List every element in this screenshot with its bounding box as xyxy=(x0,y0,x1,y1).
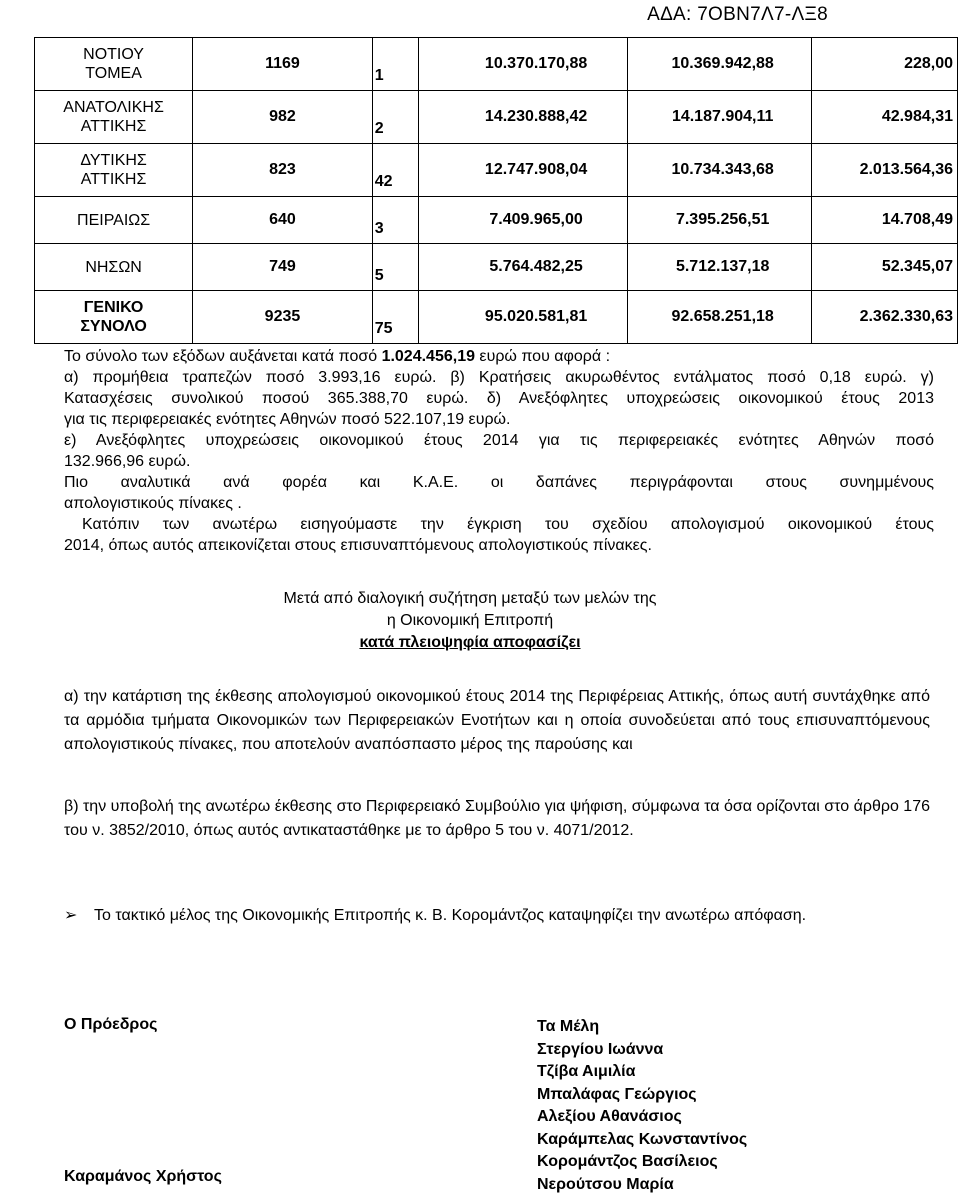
member-name: Στεργίου Ιωάννα xyxy=(537,1039,747,1062)
ada-code: ΑΔΑ: 7ΟΒΝ7Λ7-ΛΞ8 xyxy=(647,4,828,26)
count-cell: 823 xyxy=(193,144,373,197)
index-cell: 2 xyxy=(372,91,418,144)
index-cell: 75 xyxy=(372,291,418,344)
amount-cell: 12.747.908,04 xyxy=(419,144,628,197)
amount-cell: 95.020.581,81 xyxy=(419,291,628,344)
table-row xyxy=(35,38,958,91)
amount-cell: 14.187.904,11 xyxy=(628,91,812,144)
summary-line: Κατασχέσεις συνολικού ποσού 365.388,70 ευρώ. δ) Ανεξόφλητες υποχρεώσεις οικονομικού έτους 2013 xyxy=(64,388,934,409)
amount-cell: 228,00 xyxy=(812,38,958,91)
member-name: Αλεξίου Αθανάσιος xyxy=(537,1106,747,1129)
arrow-bullet-icon: ➢ xyxy=(64,904,77,928)
amount-cell: 10.734.343,68 xyxy=(628,144,812,197)
region-cell: ΝΟΤΙΟΥ ΤΟΜΕΑ xyxy=(35,38,193,91)
member-name: Μπαλάφας Γεώργιος xyxy=(537,1084,747,1107)
financial-table xyxy=(34,37,958,344)
president-name: Καραμάνος Χρήστος xyxy=(64,1168,222,1186)
summary-line: ε) Ανεξόφλητες υποχρεώσεις οικονομικού έτους 2014 για τις περιφερειακές ενότητες Αθηνών ποσό xyxy=(64,430,934,451)
member-name: Τζίβα Αιμιλία xyxy=(537,1061,747,1084)
region-cell: ΑΝΑΤΟΛΙΚΗΣ ΑΤΤΙΚΗΣ xyxy=(35,91,193,144)
table-row xyxy=(35,244,958,291)
summary-line: 2014, όπως αυτός απεικονίζεται στους επισυναπτόμενους απολογιστικούς πίνακες. xyxy=(64,535,934,556)
index-cell: 1 xyxy=(372,38,418,91)
summary-line: για τις περιφερειακές ενότητες Αθηνών ποσό 522.107,19 ευρώ. xyxy=(64,409,934,430)
index-cell: 42 xyxy=(372,144,418,197)
amount-cell: 14.230.888,42 xyxy=(419,91,628,144)
region-cell: ΠΕΙΡΑΙΩΣ xyxy=(35,197,193,244)
decision-verdict: κατά πλειοψηφία αποφασίζει xyxy=(0,632,940,654)
table-row xyxy=(35,91,958,144)
amount-cell: 2.013.564,36 xyxy=(812,144,958,197)
summary-line: απολογιστικούς πίνακες . xyxy=(64,493,934,514)
index-cell: 5 xyxy=(372,244,418,291)
decision-block xyxy=(0,588,940,654)
amount-cell: 52.345,07 xyxy=(812,244,958,291)
summary-line: Πιο αναλυτικά ανά φορέα και Κ.Α.Ε. οι δαπάνες περιγράφονται στους συνημμένους xyxy=(64,472,934,493)
index-cell: 3 xyxy=(372,197,418,244)
count-cell: 749 xyxy=(193,244,373,291)
amount-cell: 14.708,49 xyxy=(812,197,958,244)
count-cell: 982 xyxy=(193,91,373,144)
amount-cell: 10.369.942,88 xyxy=(628,38,812,91)
region-cell: ΓΕΝΙΚΟ ΣΥΝΟΛΟ xyxy=(35,291,193,344)
decision-line: η Οικονομική Επιτροπή xyxy=(0,610,940,632)
table-row xyxy=(35,144,958,197)
item-b: β) την υποβολή της ανωτέρω έκθεσης στο Περιφερειακό Συμβούλιο για ψήφιση, σύμφωνα τα όσα ορίζονται στο άρθρο 176 του ν. 3852/2010, όπως αυτός αντικαταστάθηκε με το άρθρο 5 του ν. 4071/2012. xyxy=(64,795,930,843)
summary-line: 132.966,96 ευρώ. xyxy=(64,451,934,472)
table-row-total xyxy=(35,291,958,344)
summary-line: Κατόπιν των ανωτέρω εισηγούμαστε την έγκριση του σχεδίου απολογισμού οικονομικού έτους xyxy=(64,514,934,535)
amount-cell: 92.658.251,18 xyxy=(628,291,812,344)
president-title: Ο Πρόεδρος xyxy=(64,1016,157,1034)
members-title: Τα Μέλη xyxy=(537,1016,747,1039)
member-name: Κορομάντζος Βασίλειος xyxy=(537,1151,747,1174)
dissent-note xyxy=(64,904,930,928)
member-name: Καράμπελας Κωνσταντίνος xyxy=(537,1129,747,1152)
summary-text xyxy=(64,346,934,556)
amount-cell: 7.409.965,00 xyxy=(419,197,628,244)
summary-line: Το σύνολο των εξόδων αυξάνεται κατά ποσό 1.024.456,19 ευρώ που αφορά : xyxy=(64,346,934,367)
count-cell: 9235 xyxy=(193,291,373,344)
count-cell: 1169 xyxy=(193,38,373,91)
decision-line: Μετά από διαλογική συζήτηση μεταξύ των μελών της xyxy=(0,588,940,610)
region-cell: ΝΗΣΩΝ xyxy=(35,244,193,291)
count-cell: 640 xyxy=(193,197,373,244)
amount-cell: 10.370.170,88 xyxy=(419,38,628,91)
dissent-text: Το τακτικό μέλος της Οικονομικής Επιτροπής κ. Β. Κορομάντζος καταψηφίζει την ανωτέρω απόφαση. xyxy=(94,904,930,928)
item-a: α) την κατάρτιση της έκθεσης απολογισμού οικονομικού έτους 2014 της Περιφέρειας Αττικής, όπως αυτή συντάχθηκε από τα αρμόδια τμήματα Οικονομικών των Περιφερειακών Ενοτήτων και η οποία συνοδεύεται από τους επισυναπτόμενους απολογιστικούς πίνακες, που αποτελούν αναπόσπαστο μέρος της παρούσης και xyxy=(64,685,930,757)
amount-cell: 5.712.137,18 xyxy=(628,244,812,291)
summary-line: α) προμήθεια τραπεζών ποσό 3.993,16 ευρώ. β) Κρατήσεις ακυρωθέντος εντάλματος ποσό 0,18 ευρώ. γ) xyxy=(64,367,934,388)
table-row xyxy=(35,197,958,244)
members-list xyxy=(537,1016,747,1196)
region-cell: ΔΥΤΙΚΗΣ ΑΤΤΙΚΗΣ xyxy=(35,144,193,197)
amount-cell: 7.395.256,51 xyxy=(628,197,812,244)
amount-cell: 42.984,31 xyxy=(812,91,958,144)
amount-cell: 5.764.482,25 xyxy=(419,244,628,291)
amount-cell: 2.362.330,63 xyxy=(812,291,958,344)
member-name: Νερούτσου Μαρία xyxy=(537,1174,747,1196)
